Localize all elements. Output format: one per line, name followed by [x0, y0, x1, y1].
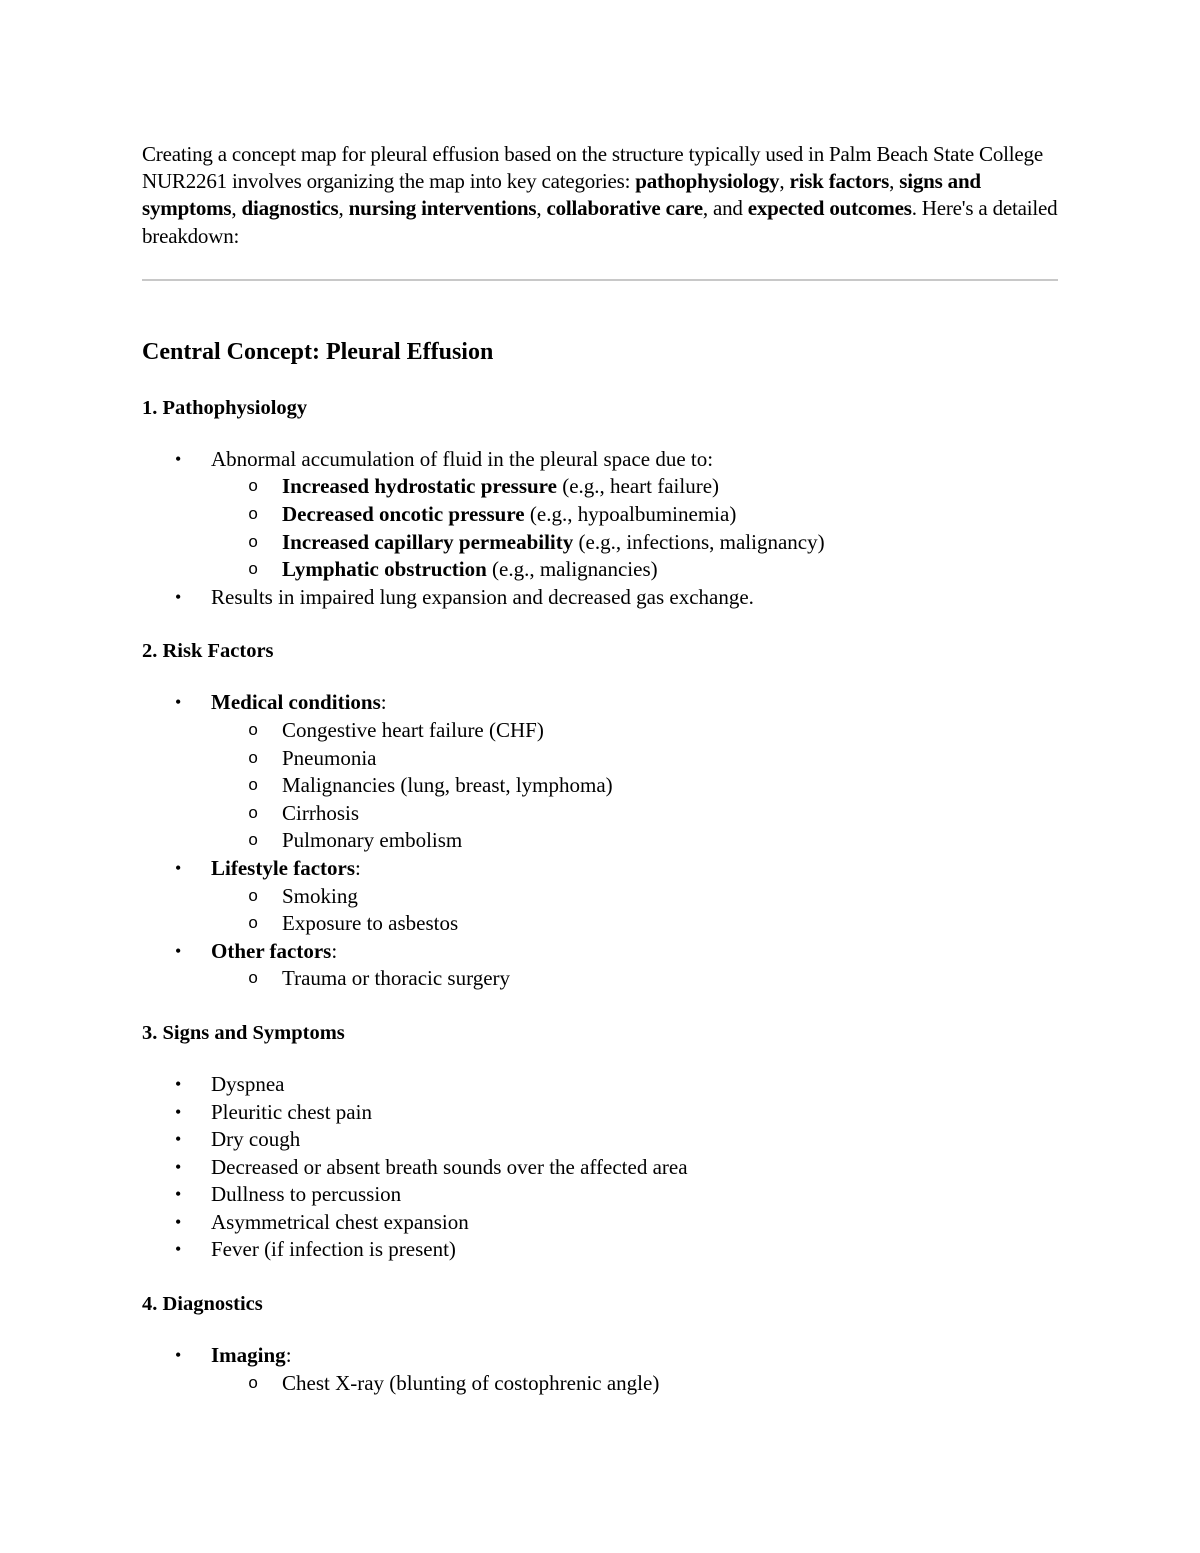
sub-list-item [142, 910, 1060, 938]
bullet-icon: • [175, 1211, 182, 1232]
label-colon: : [355, 855, 361, 880]
sub-list [211, 883, 1060, 938]
intro-text: . Here's a detailed breakdown: [142, 196, 1058, 248]
list-item-label: Imaging [211, 1343, 286, 1368]
bullet-icon: • [175, 857, 182, 878]
intro-keyword: nursing interventions [348, 196, 537, 221]
list-item [142, 1209, 1060, 1237]
signs-symptoms-list [142, 1071, 1060, 1264]
bullet-icon: • [175, 1073, 182, 1094]
sub-item-bold: Lymphatic obstruction [282, 557, 487, 582]
label-colon: : [331, 938, 338, 963]
sub-bullet-icon: o [248, 832, 259, 852]
diagnostics-list [142, 1342, 1060, 1397]
list-item [142, 855, 1060, 938]
sub-list-item [142, 800, 1060, 828]
list-item-text: Dyspnea [211, 1071, 285, 1096]
sub-list-item [142, 772, 1060, 800]
section-heading-diagnostics: 4. Diagnostics [142, 1293, 263, 1316]
bullet-icon: • [175, 692, 182, 713]
list-item-text: Dry cough [211, 1127, 301, 1152]
sub-item-bold: Increased hydrostatic pressure [282, 474, 557, 499]
horizontal-divider [142, 279, 1058, 281]
sub-item-bold: Decreased oncotic pressure [282, 502, 525, 526]
pathophysiology-list [142, 446, 1060, 612]
list-item-text: Decreased or absent breath sounds over the affected area [211, 1154, 688, 1179]
section-heading-risk-factors: 2. Risk Factors [142, 640, 274, 663]
sub-item-text: (e.g., heart failure) [556, 474, 720, 499]
sub-bullet-icon: o [248, 970, 259, 990]
list-item [142, 938, 1060, 993]
list-item-text: Pleuritic chest pain [211, 1099, 372, 1124]
list-item [142, 1126, 1060, 1154]
sub-item-text: Smoking [282, 883, 358, 908]
central-concept-heading: Central Concept: Pleural Effusion [142, 338, 494, 365]
intro-separator: , [779, 169, 790, 194]
intro-keyword: diagnostics [241, 196, 339, 221]
section-heading-signs-symptoms: 3. Signs and Symptoms [142, 1021, 345, 1044]
intro-keyword: expected outcomes [747, 196, 912, 221]
list-item [142, 1236, 1060, 1264]
intro-keyword: risk factors [789, 169, 890, 194]
list-item [142, 1181, 1060, 1209]
list-item-label: Other factors [211, 938, 332, 963]
sub-list-item [142, 529, 1060, 557]
sub-item-text: Malignancies (lung, breast, lymphoma) [282, 773, 613, 798]
bullet-icon: • [175, 448, 182, 469]
sub-bullet-icon: o [248, 506, 259, 525]
intro-text: Creating a concept map for pleural effusion based on the structure typically used in Palm Beach State College NUR2261 involves organizing the map into key categories: [142, 142, 1043, 194]
sub-list-item [142, 501, 1060, 529]
sub-item-bold: Increased capillary permeability [282, 529, 574, 554]
sub-list-item [142, 717, 1060, 745]
sub-item-text: Pulmonary embolism [282, 828, 463, 853]
sub-item-text: (e.g., hypoalbuminemia) [524, 502, 737, 526]
sub-item-text: (e.g., infections, malignancy) [573, 529, 825, 554]
list-item [142, 584, 1060, 612]
list-item [142, 1342, 1060, 1397]
list-item-label: Lifestyle factors [211, 855, 356, 880]
intro-keyword: pathophysiology [635, 169, 780, 194]
list-item [142, 1154, 1060, 1182]
sub-bullet-icon: o [248, 915, 259, 935]
sub-list-item [142, 827, 1060, 855]
sub-bullet-icon: o [248, 721, 259, 741]
sub-list-item [142, 556, 1060, 584]
bullet-icon: • [175, 1156, 182, 1177]
sub-list [211, 473, 1060, 583]
sub-bullet-icon: o [248, 777, 259, 797]
sub-bullet-icon: o [248, 749, 259, 769]
intro-separator: , [889, 169, 900, 194]
bullet-icon: • [175, 1345, 182, 1366]
sub-list-item [142, 883, 1060, 911]
list-item-text: Asymmetrical chest expansion [211, 1209, 469, 1234]
sub-list-item [142, 745, 1060, 773]
intro-separator: , [338, 196, 349, 221]
list-item [142, 1099, 1060, 1127]
sub-item-text: Chest X-ray (blunting of costophrenic angle) [282, 1370, 660, 1395]
intro-keyword: signs and symptoms [142, 169, 981, 221]
list-item-text: Abnormal accumulation of fluid in the pleural space due to: [211, 446, 714, 471]
sub-item-text: Exposure to asbestos [282, 911, 459, 936]
intro-separator: , [231, 196, 242, 221]
bullet-icon: • [175, 586, 182, 607]
label-colon: : [285, 1343, 292, 1368]
sub-bullet-icon: o [248, 478, 259, 498]
intro-separator: , and [702, 196, 748, 221]
sub-item-text: Pneumonia [282, 745, 377, 770]
intro-paragraph [142, 141, 1060, 250]
list-item-label: Medical conditions [211, 690, 381, 715]
sub-bullet-icon: o [248, 1374, 259, 1394]
list-item-text: Dullness to percussion [211, 1182, 402, 1207]
label-colon: : [380, 690, 387, 715]
bullet-icon: • [175, 1101, 182, 1122]
sub-bullet-icon: o [248, 887, 259, 907]
intro-separator: , [536, 196, 547, 221]
section-heading-pathophysiology: 1. Pathophysiology [142, 396, 308, 419]
bullet-icon: • [175, 1184, 182, 1205]
sub-list [211, 717, 1060, 855]
sub-list-item [142, 1370, 1060, 1398]
document-page [142, 141, 1060, 1397]
sub-item-text: Cirrhosis [282, 800, 360, 825]
sub-list-item [142, 473, 1060, 501]
sub-item-text: (e.g., malignancies) [486, 557, 658, 582]
sub-list-item [142, 965, 1060, 993]
list-item-text: Results in impaired lung expansion and decreased gas exchange. [211, 584, 754, 609]
list-item-text: Fever (if infection is present) [211, 1237, 456, 1262]
sub-bullet-icon: o [248, 533, 259, 553]
intro-keyword: collaborative care [546, 196, 703, 221]
sub-bullet-icon: o [248, 561, 259, 581]
sub-item-text: Congestive heart failure (CHF) [282, 717, 544, 742]
sub-item-text: Trauma or thoracic surgery [282, 966, 511, 991]
risk-factors-list [142, 689, 1060, 993]
bullet-icon: • [175, 1239, 182, 1260]
bullet-icon: • [175, 1129, 182, 1150]
sub-list [211, 1370, 1060, 1398]
list-item [142, 446, 1060, 584]
sub-bullet-icon: o [248, 804, 259, 824]
list-item [142, 689, 1060, 855]
bullet-icon: • [175, 940, 182, 961]
sub-list [211, 965, 1060, 993]
list-item [142, 1071, 1060, 1099]
